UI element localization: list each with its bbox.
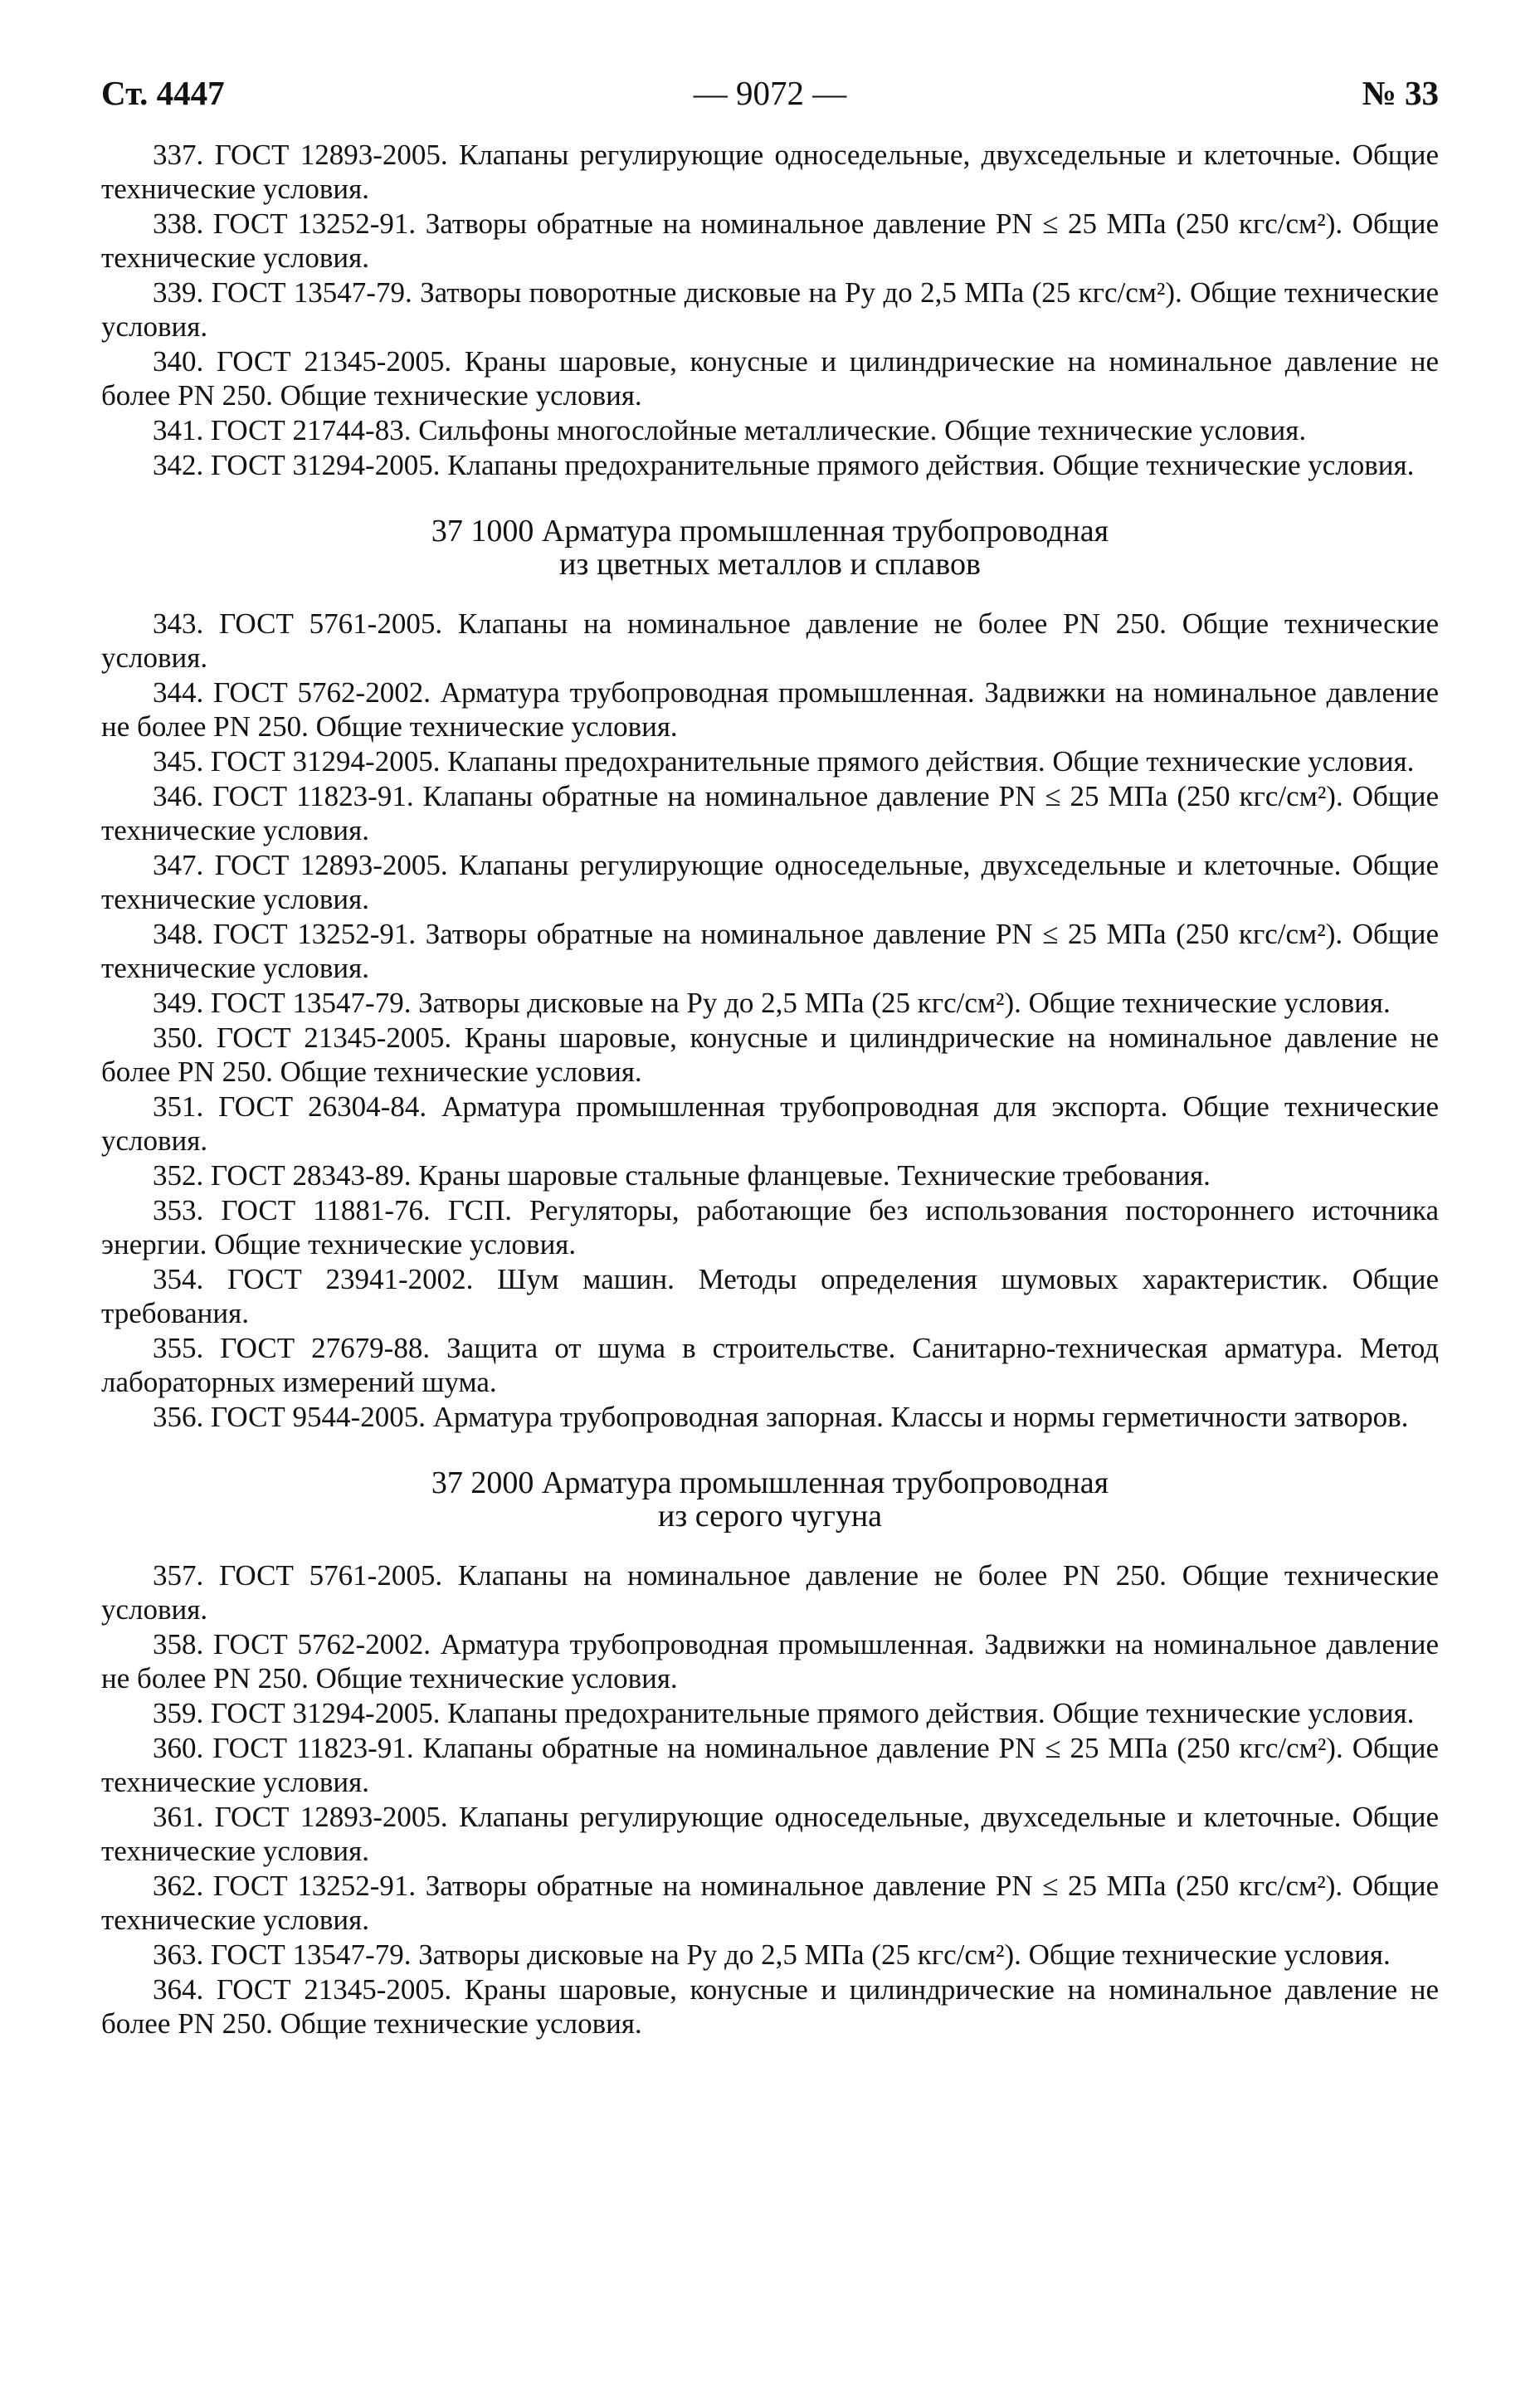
list-item: 362. ГОСТ 13252-91. Затворы обратные на номинальное давление PN ≤ 25 МПа (250 кгс/см²). Общие технические условия. [101, 1870, 1439, 1936]
section-title-line: из цветных металлов и сплавов [559, 547, 981, 582]
page-number: — 9072 — [693, 74, 847, 112]
list-item: 344. ГОСТ 5762-2002. Арматура трубопроводная промышленная. Задвижки на номинальное давление не более PN 250. Общие технические условия. [101, 676, 1439, 743]
section-title-line: 37 1000 Арматура промышленная трубопроводная [431, 514, 1109, 549]
list-item: 356. ГОСТ 9544-2005. Арматура трубопроводная запорная. Классы и нормы герметичности затворов. [153, 1401, 1409, 1433]
list-item: 349. ГОСТ 13547-79. Затворы дисковые на Ру до 2,5 МПа (25 кгс/см²). Общие технические условия. [153, 987, 1391, 1019]
list-item: 358. ГОСТ 5762-2002. Арматура трубопроводная промышленная. Задвижки на номинальное давление не более PN 250. Общие технические условия. [101, 1628, 1439, 1694]
list-item: 345. ГОСТ 31294-2005. Клапаны предохранительные прямого действия. Общие технические условия. [153, 745, 1415, 778]
list-item: 350. ГОСТ 21345-2005. Краны шаровые, конусные и цилиндрические на номинальное давление не более PN 250. Общие технические условия. [101, 1022, 1439, 1088]
list-item: 359. ГОСТ 31294-2005. Клапаны предохранительные прямого действия. Общие технические условия. [153, 1697, 1415, 1729]
list-item: 337. ГОСТ 12893-2005. Клапаны регулирующие односедельные, двухседельные и клеточные. Общие технические условия. [101, 139, 1439, 205]
list-item: 351. ГОСТ 26304-84. Арматура промышленная трубопроводная для экспорта. Общие технические условия. [101, 1090, 1439, 1157]
list-item: 355. ГОСТ 27679-88. Защита от шума в строительстве. Санитарно-техническая арматура. Метод лабораторных измерений шума. [101, 1332, 1439, 1398]
list-item: 338. ГОСТ 13252-91. Затворы обратные на номинальное давление PN ≤ 25 МПа (250 кгс/см²). Общие технические условия. [101, 207, 1439, 274]
document-body [101, 138, 1439, 2041]
article-number: Ст. 4447 [101, 74, 225, 112]
list-item: 346. ГОСТ 11823-91. Клапаны обратные на номинальное давление PN ≤ 25 МПа (250 кгс/см²). Общие технические условия. [101, 780, 1439, 846]
section-title-line: из серого чугуна [657, 1499, 883, 1534]
list-item: 341. ГОСТ 21744-83. Сильфоны многослойные металлические. Общие технические условия. [153, 414, 1307, 446]
list-item: 347. ГОСТ 12893-2005. Клапаны регулирующие односедельные, двухседельные и клеточные. Общие технические условия. [101, 849, 1439, 915]
list-item: 343. ГОСТ 5761-2005. Клапаны на номинальное давление не более PN 250. Общие технические условия. [101, 607, 1439, 674]
list-item: 342. ГОСТ 31294-2005. Клапаны предохранительные прямого действия. Общие технические условия. [153, 449, 1415, 481]
issue-number: № 33 [1362, 74, 1439, 112]
section-title [101, 514, 1439, 581]
list-item: 361. ГОСТ 12893-2005. Клапаны регулирующие односедельные, двухседельные и клеточные. Общие технические условия. [101, 1801, 1439, 1867]
list-item: 357. ГОСТ 5761-2005. Клапаны на номинальное давление не более PN 250. Общие технические условия. [101, 1559, 1439, 1626]
list-item: 354. ГОСТ 23941-2002. Шум машин. Методы определения шумовых характеристик. Общие требования. [101, 1263, 1439, 1329]
list-item: 353. ГОСТ 11881-76. ГСП. Регуляторы, работающие без использования постороннего источника энергии. Общие технические условия. [101, 1194, 1439, 1260]
list-item: 363. ГОСТ 13547-79. Затворы дисковые на Ру до 2,5 МПа (25 кгс/см²). Общие технические условия. [153, 1938, 1391, 1971]
list-item: 339. ГОСТ 13547-79. Затворы поворотные дисковые на Ру до 2,5 МПа (25 кгс/см²). Общие технические условия. [101, 276, 1439, 343]
list-item: 360. ГОСТ 11823-91. Клапаны обратные на номинальное давление PN ≤ 25 МПа (250 кгс/см²). Общие технические условия. [101, 1732, 1439, 1798]
section-title [101, 1466, 1439, 1533]
list-item: 352. ГОСТ 28343-89. Краны шаровые стальные фланцевые. Технические требования. [153, 1159, 1211, 1192]
list-item: 364. ГОСТ 21345-2005. Краны шаровые, конусные и цилиндрические на номинальное давление не более PN 250. Общие технические условия. [101, 1973, 1439, 2040]
page-header [101, 68, 1439, 118]
section-title-line: 37 2000 Арматура промышленная трубопроводная [431, 1465, 1109, 1500]
list-item: 348. ГОСТ 13252-91. Затворы обратные на номинальное давление PN ≤ 25 МПа (250 кгс/см²). Общие технические условия. [101, 918, 1439, 984]
list-item: 340. ГОСТ 21345-2005. Краны шаровые, конусные и цилиндрические на номинальное давление не более PN 250. Общие технические условия. [101, 345, 1439, 412]
